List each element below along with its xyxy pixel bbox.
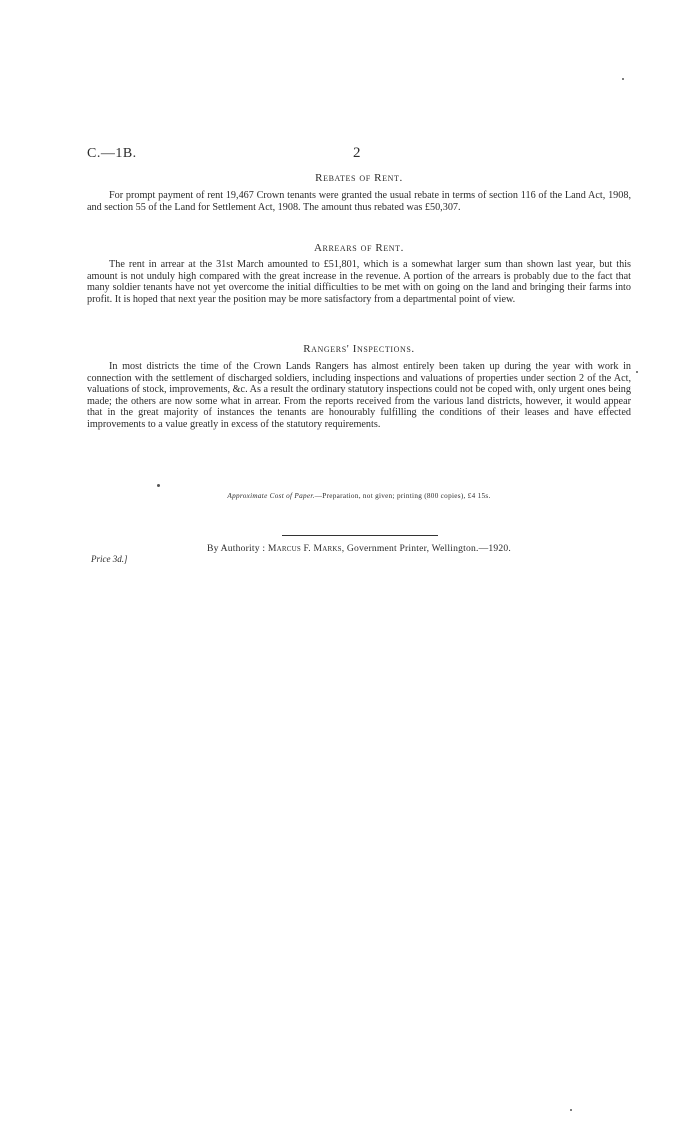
scan-speck [157, 484, 160, 487]
authority-suffix: , Government Printer, Wellington.—1920. [341, 543, 511, 554]
price-note: Price 3d.] [91, 554, 128, 564]
scan-speck [636, 371, 638, 373]
section-body-arrears: The rent in arrear at the 31st March amounted to £51,801, which is a somewhat larger sum than shown last year, but this amount is not unduly high compared with the great increase in the revenue. A portion of the arrears is probably due to the fact that many soldier tenants have not yet overcome the initial difficulties to be met with on going on the land and bringing their farms into profit. It is hoped that next year the position may be more satisfactory from a departmental point of view. [87, 259, 631, 305]
document-reference: C.—1B. [87, 146, 137, 161]
page-number: 2 [353, 145, 361, 161]
printer-authority-line [87, 543, 631, 554]
scan-speck [622, 78, 624, 80]
scan-speck [570, 1109, 572, 1111]
section-heading-rebates: Rebates of Rent. [315, 172, 403, 184]
authority-prefix: By Authority : [207, 543, 268, 554]
footer-divider [282, 535, 438, 536]
printer-name: Marcus F. Marks [267, 543, 342, 554]
cost-of-paper-note [87, 492, 631, 500]
cost-label: Approximate Cost of Paper. [227, 492, 315, 500]
section-body-inspections: In most districts the time of the Crown Lands Rangers has almost entirely been taken up during the year with work in connection with the settlement of discharged soldiers, including inspections and valuations of properties under section 2 of the Act, valuations of stock, improvements, &c. As a result the ordinary statutory inspections could not be coped with, only urgent ones being made; the others are now some what in arrear. From the reports received from the various land districts, however, it would appear that in the great majority of instances the tenants are honourably fulfilling the conditions of their leases and have effected improvements to a value greatly in excess of the statutory requirements. [87, 361, 631, 430]
section-heading-arrears: Arrears of Rent. [313, 242, 405, 254]
section-body-rebates: For prompt payment of rent 19,467 Crown tenants were granted the usual rebate in terms of section 116 of the Land Act, 1908, and section 55 of the Land for Settlement Act, 1908. The amount thus rebated was £50,307. [87, 190, 631, 213]
section-heading-inspections: Rangers' Inspections. [303, 343, 415, 355]
cost-text: —Preparation, not given; printing (800 copies), £4 15s. [314, 492, 491, 500]
